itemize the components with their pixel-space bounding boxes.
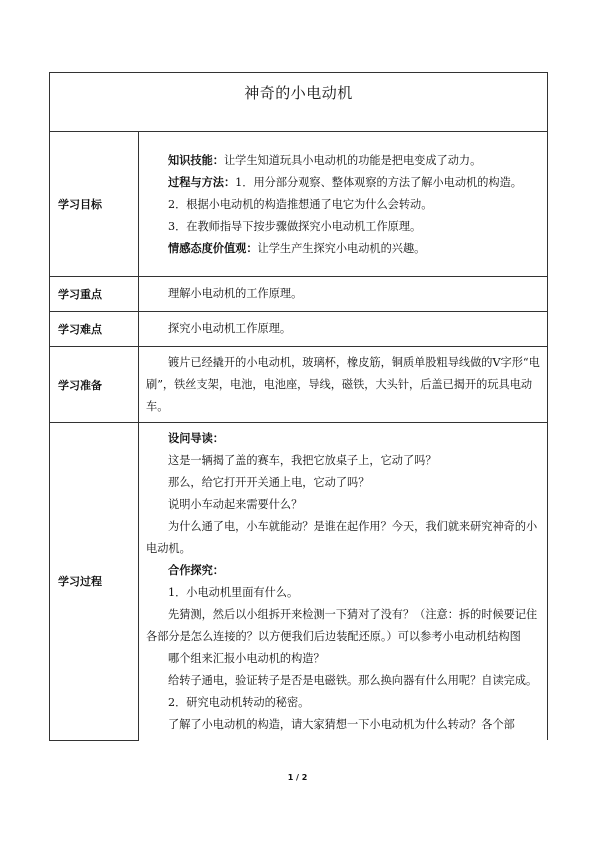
objective-item-3: 3．在教师指导下按步骤做探究小电动机工作原理。: [168, 219, 422, 233]
coop-heading: 合作探究：: [168, 564, 224, 577]
preparation-text: 镀片已经撬开的小电动机，玻璃杯，橡皮筋，铜质单股粗导线做的V字形“电刷”，铁丝支架，电池，电池座，导线，磁铁，大头针，后盖已揭开的玩具电动车。: [146, 356, 540, 413]
difficulties-row: [50, 312, 548, 347]
page-title: 神奇的小电动机: [244, 84, 353, 102]
attitude-line: [146, 238, 541, 260]
difficulties-content: [139, 312, 548, 347]
question-1: 这是一辆揭了盖的赛车，我把它放桌子上，它动了吗？: [168, 454, 437, 467]
objectives-label: 学习目标: [50, 132, 139, 277]
knowledge-line: [146, 150, 541, 172]
title-cell: [50, 73, 548, 132]
key-points-content: [139, 277, 548, 312]
knowledge-heading: 知识技能：: [168, 153, 224, 167]
key-points-row: [50, 277, 548, 312]
process-row: [50, 423, 548, 741]
step-2: 2．研究电动机转动的秘密。: [168, 696, 310, 709]
key-points-text: 理解小电动机的工作原理。: [168, 287, 303, 300]
lesson-plan-table: [49, 72, 548, 741]
question-4: 为什么通了电，小车就能动？是谁在起作用？今天，我们就来研究神奇的小电动机。: [146, 520, 538, 555]
objectives-content: [139, 132, 548, 277]
process-label: 学习过程: [50, 423, 139, 741]
difficulties-label: 学习难点: [50, 312, 139, 347]
report-question: 哪个组来汇报小电动机的构造？: [168, 652, 325, 665]
question-3: 说明小车动起来需要什么？: [168, 498, 303, 511]
difficulties-text: 探究小电动机工作原理。: [168, 322, 292, 335]
title-row: [50, 73, 548, 132]
page-number: 1 / 2: [287, 773, 308, 782]
attitude-heading: 情感态度价值观：: [168, 241, 258, 255]
step-1-text: 先猜测，然后以小组拆开来检测一下猜对了没有？（注意：拆的时候要记住各部分是怎么连接的？以方便我们后边装配还原。）可以参考小电动机结构图: [146, 608, 538, 643]
verify-text: 给转子通电，验证转子是否是电磁铁。那么换向器有什么用呢？自读完成。: [168, 674, 538, 687]
process-method-heading: 过程与方法：: [168, 175, 236, 189]
step-1: 1．小电动机里面有什么。: [168, 586, 299, 599]
objectives-row: [50, 132, 548, 277]
knowledge-text: 让学生知道玩具小电动机的功能是把电变成了动力。: [223, 153, 482, 167]
intro-heading: 设问导读：: [168, 432, 224, 445]
objective-item-2: 2．根据小电动机的构造推想通了电它为什么会转动。: [168, 197, 433, 211]
process-content: [139, 423, 548, 741]
preparation-row: [50, 347, 548, 423]
process-method-text: 1．用分部分观察、整体观察的方法了解小电动机的构造。: [235, 175, 522, 189]
preparation-label: 学习准备: [50, 347, 139, 423]
coop-heading-line: [146, 560, 541, 582]
attitude-text: 让学生产生探究小电动机的兴趣。: [257, 241, 426, 255]
question-2: 那么，给它打开开关通上电，它动了吗？: [168, 476, 370, 489]
intro-heading-line: [146, 428, 541, 450]
process-method-line: [146, 172, 541, 194]
step-2-text: 了解了小电动机的构造，请大家猜想一下小电动机为什么转动？各个部: [168, 718, 515, 731]
key-points-label: 学习重点: [50, 277, 139, 312]
preparation-content: [139, 347, 548, 423]
